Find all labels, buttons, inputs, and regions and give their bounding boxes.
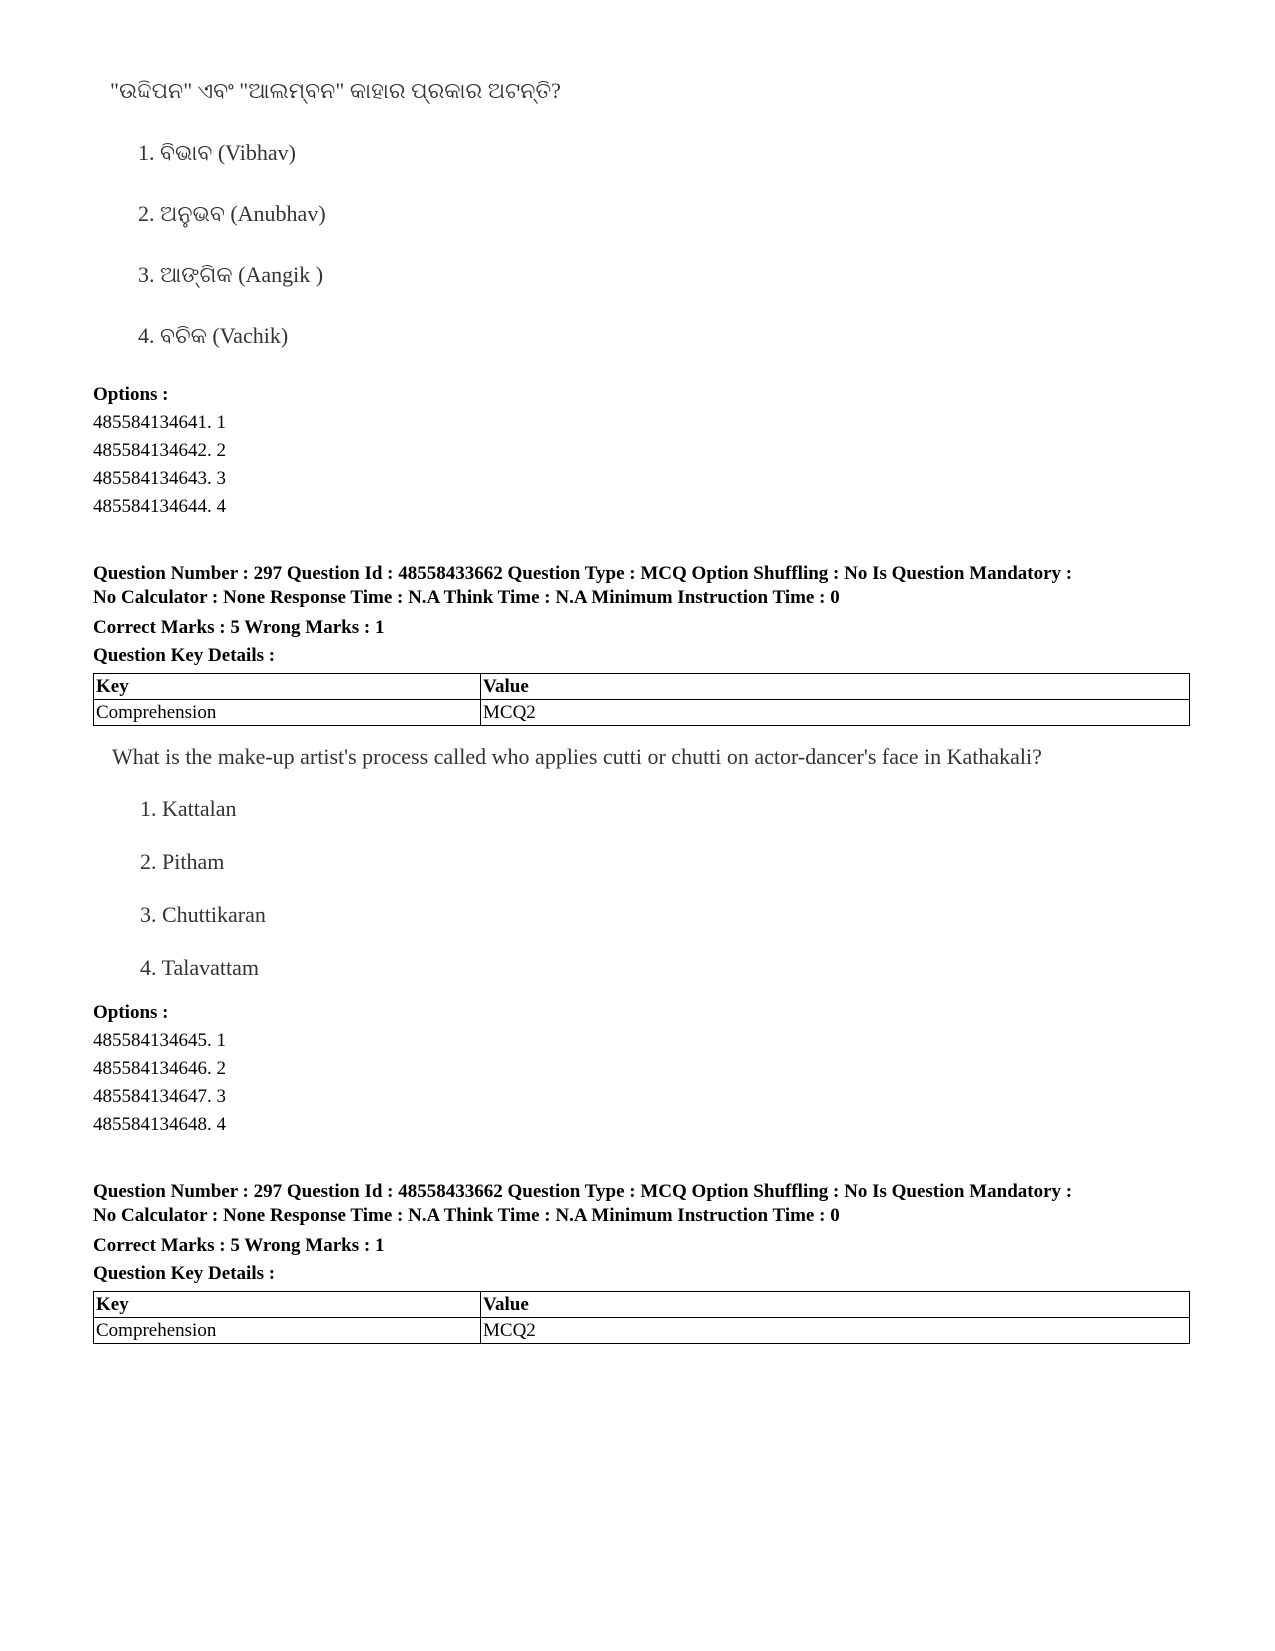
options-label-1: Options : xyxy=(93,384,169,405)
key-table-1-header xyxy=(94,674,1190,700)
options-label-2: Options : xyxy=(93,1002,169,1023)
question-meta-1-line1: Question Number : 297 Question Id : 48558433662 Question Type : MCQ Option Shuffling : No Is Question Mandatory : xyxy=(93,563,1073,584)
key-table-1 xyxy=(93,673,1190,726)
question-2-choice-1: 1. Kattalan xyxy=(140,796,237,821)
key-table-2-header xyxy=(94,1292,1190,1318)
key-table-1-header-value: Value xyxy=(481,674,1190,700)
key-table-2-row-value: MCQ2 xyxy=(481,1318,1190,1344)
key-details-label-1: Question Key Details : xyxy=(93,645,276,666)
option-2-1: 485584134645. 1 xyxy=(93,1030,226,1051)
key-details-label-2: Question Key Details : xyxy=(93,1263,276,1284)
question-meta-2-line2: No Calculator : None Response Time : N.A Think Time : N.A Minimum Instruction Time : 0 xyxy=(93,1205,840,1226)
option-1-4: 485584134644. 4 xyxy=(93,496,226,517)
question-2-choice-3: 3. Chuttikaran xyxy=(140,902,266,927)
option-2-4: 485584134648. 4 xyxy=(93,1114,226,1135)
key-table-2-row-key: Comprehension xyxy=(94,1318,481,1344)
question-2-text: What is the make-up artist's process called who applies cutti or chutti on actor-dancer's face in Kathakali? xyxy=(112,744,1042,769)
option-2-3: 485584134647. 3 xyxy=(93,1086,226,1107)
key-table-1-header-key: Key xyxy=(94,674,481,700)
option-2-2: 485584134646. 2 xyxy=(93,1058,226,1079)
option-1-3: 485584134643. 3 xyxy=(93,468,226,489)
question-1-text: "ଉଦ୍ଦିପନ" ଏବଂ "ଆଲମ୍ବନ" କାହାର ପ୍ରକାର ଅଟନ୍ତି? xyxy=(110,78,561,103)
question-meta-2-line1: Question Number : 297 Question Id : 48558433662 Question Type : MCQ Option Shuffling : No Is Question Mandatory : xyxy=(93,1181,1073,1202)
table-row xyxy=(94,1318,1190,1344)
question-2-choice-4: 4. Talavattam xyxy=(140,955,260,980)
question-1-choice-2: 2. ଅନୁଭବ (Anubhav) xyxy=(138,201,326,226)
key-table-1-row-value: MCQ2 xyxy=(481,700,1190,726)
question-2-choice-2: 2. Pitham xyxy=(140,849,225,874)
key-table-2 xyxy=(93,1291,1190,1344)
question-meta-1-line2: No Calculator : None Response Time : N.A Think Time : N.A Minimum Instruction Time : 0 xyxy=(93,587,840,608)
question-1-choice-3: 3. ଆଙ୍ଗିକ (Aangik ) xyxy=(138,262,324,287)
key-table-2-header-key: Key xyxy=(94,1292,481,1318)
table-row xyxy=(94,700,1190,726)
key-table-2-header-value: Value xyxy=(481,1292,1190,1318)
question-1-choice-1: 1. ବିଭାବ (Vibhav) xyxy=(138,140,296,165)
question-meta-2 xyxy=(93,1180,1193,1228)
marks-1: Correct Marks : 5 Wrong Marks : 1 xyxy=(93,617,385,638)
marks-2: Correct Marks : 5 Wrong Marks : 1 xyxy=(93,1235,385,1256)
option-1-1: 485584134641. 1 xyxy=(93,412,226,433)
option-1-2: 485584134642. 2 xyxy=(93,440,226,461)
question-1-choice-4: 4. ବଚିକ (Vachik) xyxy=(138,323,289,348)
key-table-1-row-key: Comprehension xyxy=(94,700,481,726)
question-meta-1 xyxy=(93,562,1193,610)
